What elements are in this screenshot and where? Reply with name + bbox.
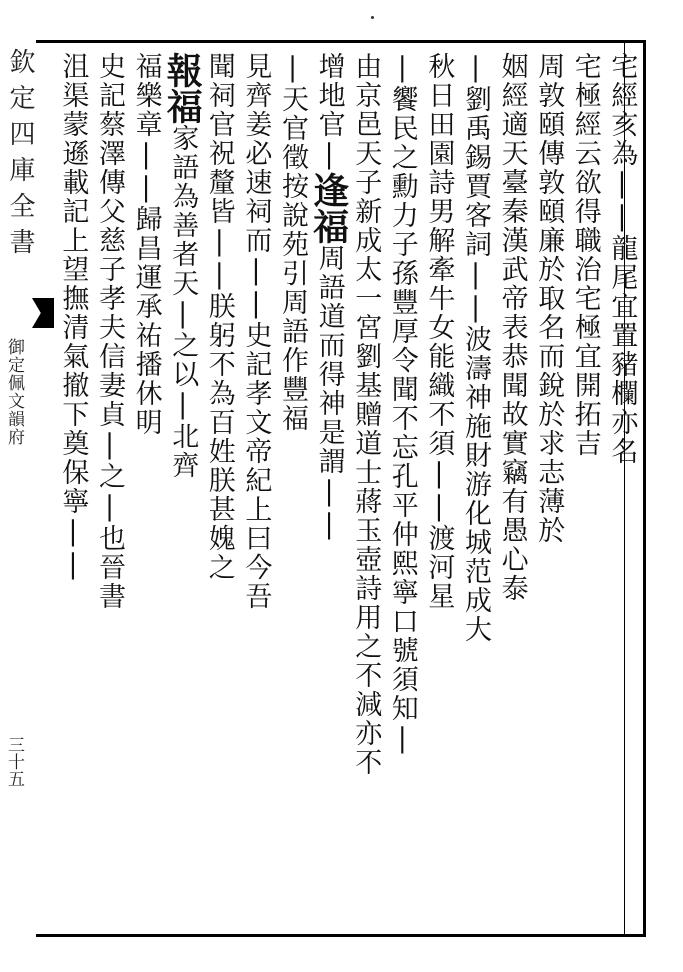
text-column: [384, 52, 420, 756]
text-column: [567, 52, 603, 458]
column-segment: |天官徵: [277, 52, 308, 172]
text-column: [457, 52, 493, 644]
column-segment: 報福: [161, 52, 204, 124]
text-column: [128, 52, 164, 437]
column-segment: |饗民之勳力子孫豐厚令聞不忘孔平仲熙寧口號須知|: [386, 52, 418, 756]
column-segment: 史記蔡澤傳父慈子孝夫信妻貞|之|也晉書: [94, 52, 125, 611]
text-column: [161, 52, 204, 480]
column-segment: 福樂章||歸昌運承祐播休明: [130, 52, 162, 437]
text-column: [420, 52, 456, 611]
column-segment: 由京邑天子新成太一宮劉基贈道士蔣玉壺詩用之不減亦不: [350, 52, 382, 777]
text-column: [274, 52, 310, 433]
margin-sub-title: 御定佩文韻府: [4, 338, 24, 446]
column-segment: 施財游化城范成大: [460, 412, 491, 644]
column-segment: 按說苑引周語作豐福: [277, 172, 308, 433]
column-segment: 宅極經云欲得職治宅極宜開拓吉: [569, 52, 601, 458]
column-segment: 逢福: [307, 172, 350, 244]
text-column: [54, 52, 90, 582]
margin-book-title: 欽定四庫全書: [5, 48, 35, 264]
column-segment: 家語為善者天|之以|北齊: [167, 124, 199, 480]
column-segment: 沮渠蒙遜載記上望撫清氣撤下奠保寧||: [57, 52, 89, 582]
column-segment: 秋日田園詩男解牽牛女能織不須||渡河星: [423, 52, 455, 611]
stray-dot: [371, 16, 374, 19]
column-segment: |劉禹錫賈客詞||波濤神: [460, 52, 491, 412]
column-segment: 姻經適天臺秦漢武帝表恭聞故實竊有愚心泰: [496, 52, 528, 603]
text-column: [347, 52, 383, 777]
text-column: [530, 52, 566, 545]
column-segment: 周語道而得神是謂||: [313, 244, 345, 542]
column-segment: 周敦頤傳敦頤廉於取名而銳於求志薄於: [533, 52, 565, 545]
column-segment: 宅經亥為||龍尾宜置豬欄亦名: [606, 52, 638, 466]
page-number: 三十五: [4, 736, 24, 787]
column-segment: 聞祠官祝釐皆||朕躬不為百姓朕甚媿之: [203, 52, 235, 582]
text-column: [201, 52, 237, 582]
column-segment: 增地官|: [313, 52, 345, 172]
text-column: [91, 52, 127, 611]
column-segment: 見齊姜必速祠而||史記孝文帝紀上曰今吾: [240, 52, 272, 611]
text-column: [494, 52, 530, 603]
text-column: [603, 52, 639, 466]
text-column: [307, 52, 350, 542]
text-column: [237, 52, 273, 611]
